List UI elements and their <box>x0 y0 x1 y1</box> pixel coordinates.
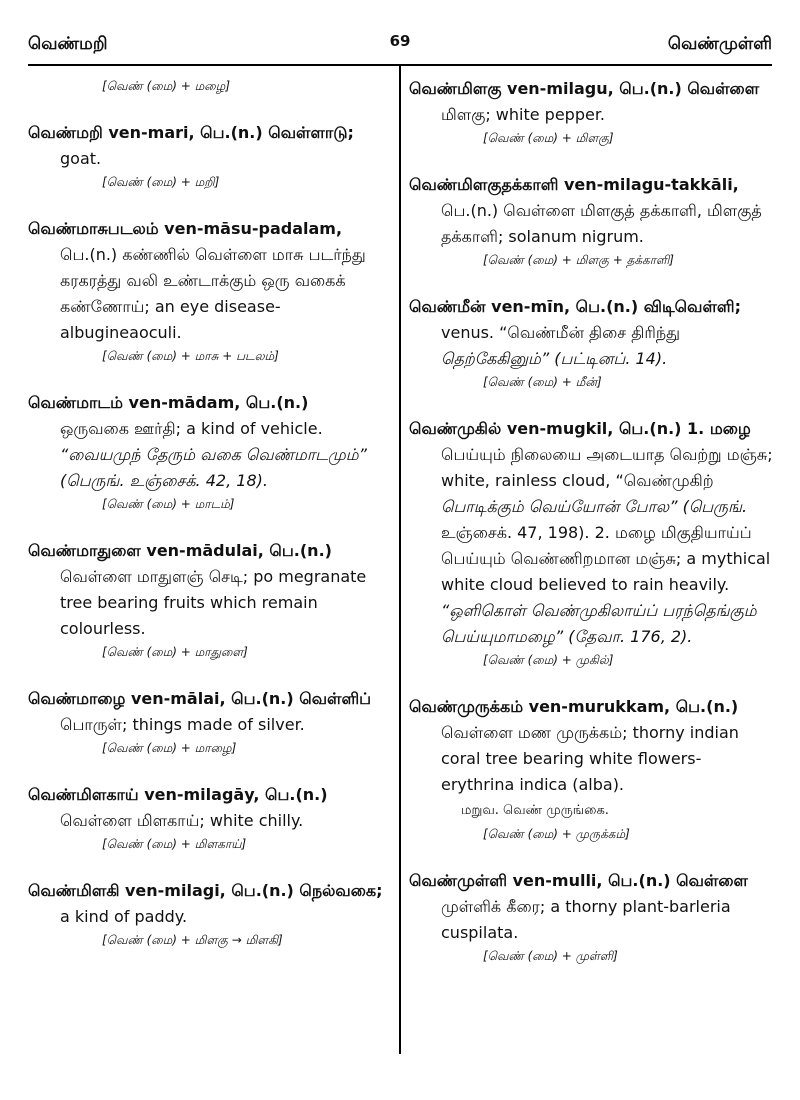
citation-line: பெய்யுமாமழை” (தேவா. 176, 2). <box>441 627 693 646</box>
entry-line: white, rainless cloud, “வெண்முகிற் <box>441 471 714 490</box>
entry-line: goat. <box>60 149 102 168</box>
entry-line: பெ.(n.) கண்ணில் வெள்ளை மாசு படர்ந்து <box>60 245 366 264</box>
dictionary-entry <box>409 294 773 392</box>
right-column <box>409 76 773 966</box>
entry-line: மிளகு; white pepper. <box>441 105 606 124</box>
etymology: [வெண் (மை) + முகில்] <box>483 653 614 667</box>
etymology: [வெண் (மை) + முருக்கம்] <box>483 827 630 841</box>
dictionary-entry <box>28 538 392 662</box>
entry-line: வெண்மிளகாய் ven-milagāy, பெ.(n.) <box>28 785 328 804</box>
etymology: [வெண் (மை) + மிளகு + தக்காளி] <box>483 253 674 267</box>
entry-line: வெண்மாதுளை ven-mādulai, பெ.(n.) <box>28 541 332 560</box>
quotation-line: “ஒளிகொள் வெண்முகிலாய்ப் பரந்தெங்கும் <box>441 601 757 620</box>
entry-line: பெ.(n.) வெள்ளை மிளகுத் தக்காளி, மிளகுத் <box>441 201 762 220</box>
etymology: [வெண் (மை) + மாழை] <box>102 741 237 755</box>
entry-line: கரகரத்து வலி உண்டாக்கும் ஒரு வகைக் <box>60 271 346 290</box>
etymology: [வெண் (மை) + மழை] <box>102 79 230 93</box>
entry-line: வெண்மீன் ven-mīn, பெ.(n.) விடிவெள்ளி; <box>409 297 741 316</box>
entry-line: வெண்முள்ளி ven-mulli, பெ.(n.) வெள்ளை <box>409 871 748 890</box>
entry-line: வெண்மாசுபடலம் ven-māsu-padalam, <box>28 219 343 238</box>
dictionary-entry <box>409 416 773 670</box>
entry-line: பெய்யும் நிலையை அடையாத வெற்று மஞ்சு; <box>441 445 773 464</box>
entry-line: வெண்முகில் ven-mugkil, பெ.(n.) 1. மழை <box>409 419 751 438</box>
entry-line: முள்ளிக் கீரை; a thorny plant-barleria <box>441 897 731 916</box>
page-number: 69 <box>389 32 411 50</box>
entry-line: பெய்யும் வெண்ணிறமான மஞ்சு; a mythical <box>441 549 771 568</box>
entry-line: erythrina indica (alba). <box>441 775 625 794</box>
dictionary-entry <box>28 120 392 192</box>
etymology: [வெண் (மை) + முள்ளி] <box>483 949 618 963</box>
dictionary-entry <box>409 172 773 270</box>
dictionary-entry <box>409 76 773 148</box>
entry-line: உஞ்சைக். 47, 198). 2. மழை மிகுதியாய்ப் <box>441 523 752 542</box>
left-column <box>28 76 392 950</box>
page-header <box>0 0 800 58</box>
entry-line: ஒருவகை ஊர்தி; a kind of vehicle. <box>60 419 323 438</box>
etymology: [வெண் (மை) + மிளகாய்] <box>102 837 247 851</box>
entry-line: வெண்மாழை ven-mālai, பெ.(n.) வெள்ளிப் <box>28 689 372 708</box>
entry-line: கண்ணோய்; an eye disease- <box>60 297 281 316</box>
entry-line: வெண்மிளகி ven-milagi, பெ.(n.) நெல்வகை; <box>28 881 383 900</box>
entry-line: வெள்ளை மிளகாய்; white chilly. <box>60 811 304 830</box>
dictionary-entry <box>409 868 773 966</box>
entry-line: white cloud believed to rain heavily. <box>441 575 730 594</box>
entry-line: தக்காளி; solanum nigrum. <box>441 227 644 246</box>
etymology: [வெண் (மை) + மிளகு] <box>483 131 614 145</box>
etymology: [வெண் (மை) + மிளகு → மிளகி] <box>102 933 283 947</box>
entry-line: வெண்மிளகுதக்காளி ven-milagu-takkāli, <box>409 175 739 194</box>
dictionary-entry <box>28 686 392 758</box>
entry-line: coral tree bearing white flowers- <box>441 749 702 768</box>
entry-line: வெண்முருக்கம் ven-murukkam, பெ.(n.) <box>409 697 739 716</box>
entry-line: tree bearing fruits which remain <box>60 593 318 612</box>
quotation-line: தெற்கேகினும்” (பட்டினப். 14). <box>441 349 668 368</box>
entry-line: வெள்ளை மண முருக்கம்; thorny indian <box>441 723 739 742</box>
etymology: [வெண் (மை) + மாசு + படலம்] <box>102 349 279 363</box>
dictionary-entry <box>28 782 392 854</box>
dictionary-entry <box>409 694 773 844</box>
entry-line: cuspilata. <box>441 923 519 942</box>
header-left-guideword: வெண்மறி <box>28 34 108 54</box>
entry-line: வெள்ளை மாதுளஞ் செடி; po megranate <box>60 567 367 586</box>
entry-line: venus. “வெண்மீன் திசை திரிந்து <box>441 323 680 342</box>
entry-line: a kind of paddy. <box>60 907 188 926</box>
dictionary-entry <box>28 216 392 366</box>
dictionary-entry <box>28 878 392 950</box>
entry-line: வெண்மாடம் ven-mādam, பெ.(n.) <box>28 393 309 412</box>
entry-line: albugineaoculi. <box>60 323 182 342</box>
etymology: [வெண் (மை) + மாடம்] <box>102 497 235 511</box>
citation-line: (பெருங். உஞ்சைக். 42, 18). <box>60 471 268 490</box>
entry-line: colourless. <box>60 619 146 638</box>
entry-line: வெண்மறி ven-mari, பெ.(n.) வெள்ளாடு; <box>28 123 354 142</box>
entry-line: வெண்மிளகு ven-milagu, பெ.(n.) வெள்ளை <box>409 79 760 98</box>
column-divider <box>399 64 401 1054</box>
etymology: [வெண் (மை) + மீன்] <box>483 375 602 389</box>
entry-line: பொருள்; things made of silver. <box>60 715 305 734</box>
etymology: [வெண் (மை) + மாதுளை] <box>102 645 248 659</box>
header-right-guideword: வெண்முள்ளி <box>667 34 772 54</box>
quotation-line: “வையமுந் தேரும் வகை வெண்மாடமும்” <box>60 445 367 464</box>
synonym-note: மறுவ. வெண் முருங்கை. <box>461 803 609 818</box>
dictionary-entry <box>28 390 392 514</box>
etymology: [வெண் (மை) + மறி] <box>102 175 220 189</box>
quotation-line: பொடிக்கும் வெய்யோன் போல” (பெருங். <box>441 497 748 516</box>
